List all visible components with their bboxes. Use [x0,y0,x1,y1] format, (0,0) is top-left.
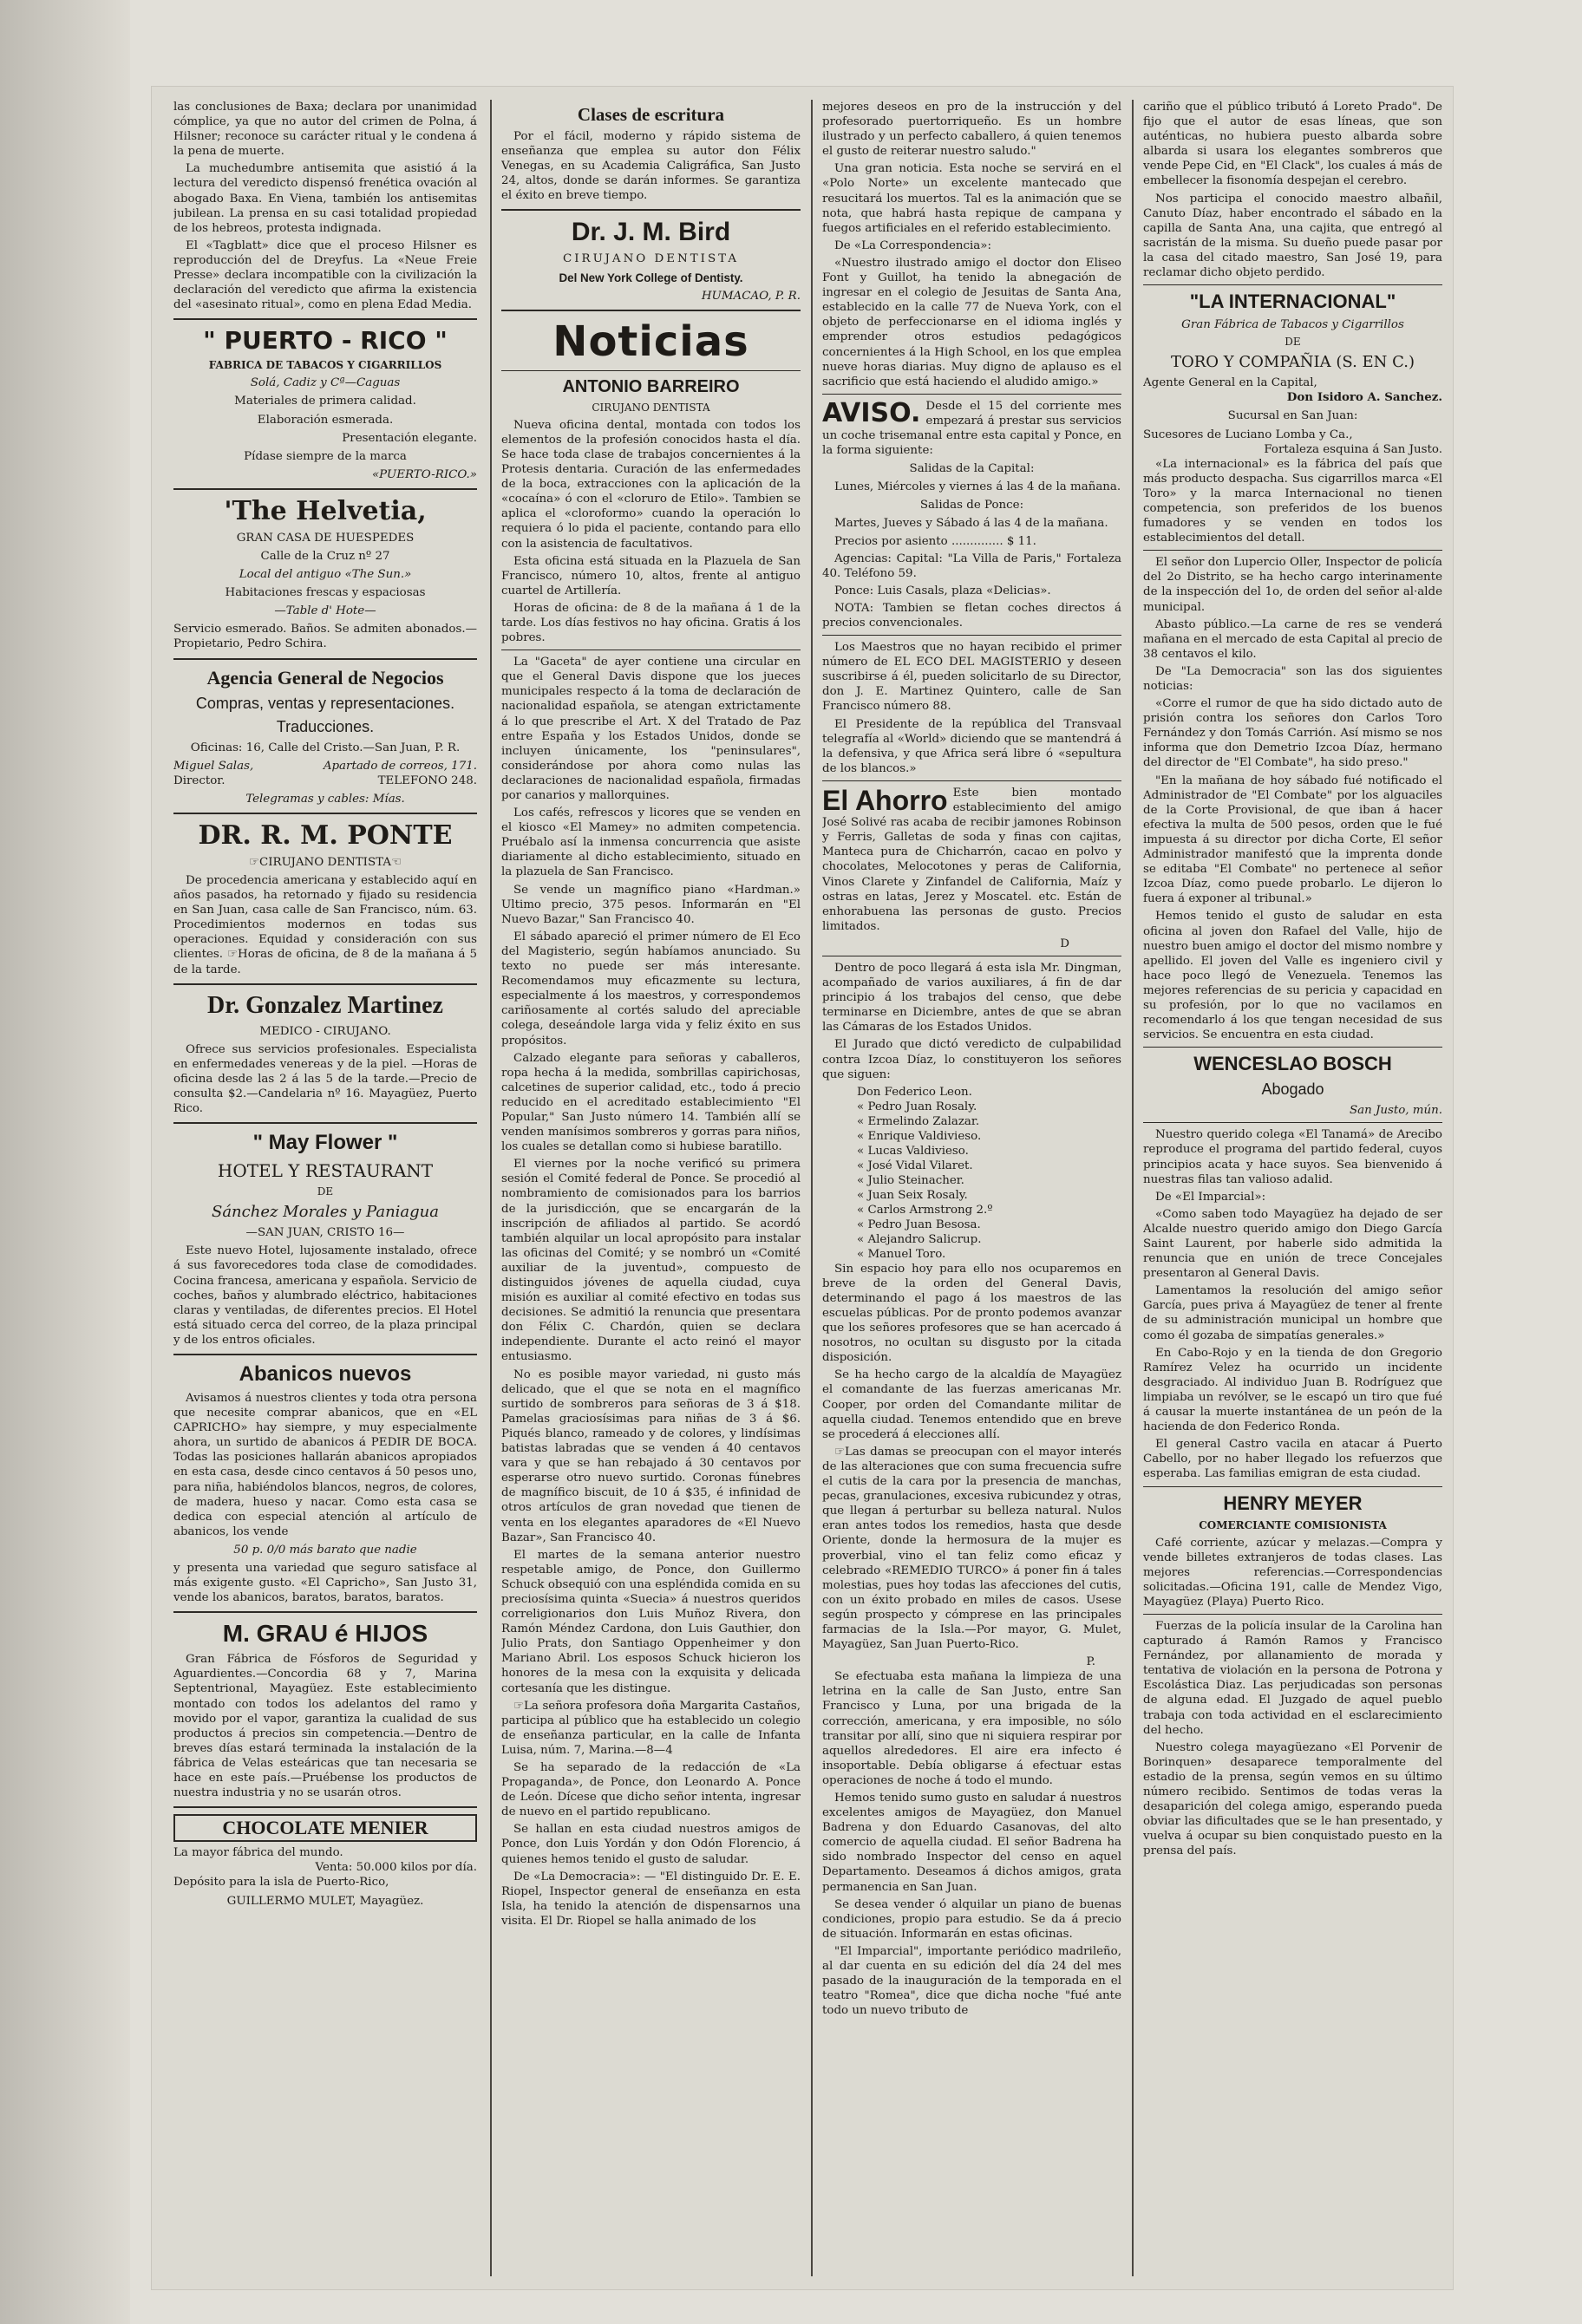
ad-title: AVISO. [822,397,921,428]
ad-text: Sucesores de Luciano Lomba y Ca., [1143,428,1353,441]
divider [173,813,477,814]
ad-text: Pídase siempre de la marca [244,449,407,463]
divider [822,635,1121,636]
ad-text: Precios por asiento .............. $ 11. [834,534,1036,548]
jury-member: « Carlos Armstrong 2.º [857,1203,993,1217]
ad-text: Salidas de la Capital: [909,462,1035,476]
ad-title: WENCESLAO BOSCH [1193,1053,1392,1075]
ad-text: —SAN JUAN, CRISTO 16— [245,1226,405,1240]
ad-text: Sucursal en San Juan: [1227,409,1358,423]
column-rule-2 [811,100,813,2276]
ad-text: Local del antiguo «The Sun.» [239,568,412,582]
ad-text: Esta oficina está situada en la Plazuela de San Francisco, número 10, altos, frente al antiguo cuartel de Artillería. [501,554,801,597]
divider [173,1806,477,1808]
ad-text: Martes, Jueves y Sábado á las 4 de la mañana. [834,517,1108,531]
divider [501,209,801,211]
news-item: Hemos tenido el gusto de saludar en esta oficina al joven don Rafael del Valle, hijo de nuestro buen amigo el doctor del mismo nombre y apellido. El joven del Valle es ingeniero civil y hace poco llegó de Venezuela. Tenemos las mejores referencias de su pericia y capacidad en su profesión, por lo que no vacilamos en recomendarlo á los que tengan necesidad de sus servicios. Se encuentra en esta ciudad. [1143,910,1442,1042]
news-item: Una gran noticia. Esta noche se servirá en el «Polo Norte» un excelente mantecado que resucitará los muertos. Tal es la animación que se nota, que habrá hasta repique de campana y fuegos artificiales en el referido establecimiento. [822,162,1121,235]
divider [1143,1047,1442,1048]
news-item: ☞La señora profesora doña Margarita Castaños, participa al público que ha establecido un colegio de enseñanza particular, en la calle de Infanta Luisa, núm. 7, Marina.—8—4 [501,1699,801,1757]
news-item: El señor don Lupercio Oller, Inspector de policía del 2o Distrito, se ha hecho cargo interinamente de la inspección del 1o, de orden del señor al·alde municipal. [1143,556,1442,614]
divider [173,318,477,320]
news-item: «Como saben todo Mayagüez ha dejado de ser Alcalde nuestro querido amigo don Diego García Saint Laurent, por haberle sido admitida la renuncia que en unión de trece Concejales presentaron al General Davis. [1143,1207,1442,1281]
divider [173,1354,477,1355]
news-item: Se vende un magnífico piano «Hardman.» Ultimo precio, 375 pesos. Informarán en "El Nuevo Bazar," San Francisco 40. [501,883,801,926]
ad-text: De procedencia americana y establecido aquí en años pasados, ha retornado y fijado su residencia en San Juan, casa calle de San Francisco, núm. 63. Procedimientos modernos en todas sus operaciones. Equidad y consideración con sus clientes. ☞Horas de oficina, de 8 de la mañana á 5 de la tarde. [173,874,477,976]
ad-text: Sánchez Morales y Paniagua [211,1203,439,1222]
news-item: El Presidente de la república del Transvaal telegrafía al «World» diciendo que se mantendrá á la defensiva, y que Africa será libre ó «sepultura de los blancos.» [822,717,1121,775]
ad-text: Este nuevo Hotel, lujosamente instalado, ofrece á sus favorecedores toda clase de comodidades. Cocina francesa, americana y española. Servicio de coches, baños y alumbrado eléctrico, habitaciones claras y ventiladas, de diferentes precios. El Hotel está situado cerca del correo, de la plaza principal y de los entros oficiales. [173,1244,477,1347]
news-item: De «La Correspondencia»: [834,238,991,252]
ad-text: Director. [173,774,226,787]
divider [501,370,801,371]
ad-antonio-barreiro [501,375,801,645]
divider [1143,284,1442,285]
ad-text: Oficinas: 16, Calle del Cristo.—San Juan, P. R. [190,741,461,754]
ad-signature: D [1060,937,1069,950]
news-item: El Jurado que dictó veredicto de culpabilidad contra Izcoa Díaz, lo constituyeron los señores que siguen: [822,1038,1121,1081]
ad-text: La mayor fábrica del mundo. [173,1846,343,1860]
news-signature: P. [1086,1655,1095,1669]
ad-text: TELEFONO 248. [377,774,477,787]
ad-text: Lunes, Miércoles y viernes á las 4 de la mañana. [834,480,1121,494]
ad-text: Nueva oficina dental, montada con todos los elementos de la profesión conocidos hasta el día. Se hace toda clase de trabajos concernientes á la Protesis dentaria. Curación de las enfermedades de la boca, extracciones con la aplicación de la «cocaína» ó con el «cloruro de Etilo». Tambien se aplica el «cloroformo» cuando la operación lo requiera ó lo pida el paciente, contando para ello con la asistencia de facultativos. [501,418,801,551]
jury-member: « Ermelindo Zalazar. [857,1114,980,1128]
news-item: El viernes por la noche verificó su primera sesión el Comité federal de Ponce. Se procedió al nombramiento de comisionados para los barrios de la jurisdicción, que se encargarán de la inscripción de afiliados al partido. Se acordó también alquilar un local apropósito para instalar las oficinas del Comité; y se nombró un «Comité auxiliar de la juventud», compuesto de distinguidos jóvenes de aquella ciudad, cuya misión es auxiliar al comité efectivo en todas sus decisiones. Se admitió la renuncia que presentara don Félix C. Chardón, quien se declara independiente. Durante el acto reinó el mayor entusiasmo. [501,1158,801,1364]
divider [1143,1486,1442,1487]
column-2 [501,100,801,2285]
news-item: El sábado apareció el primer número de El Eco del Magisterio, según habíamos anunciado. Su texto no puede ser más interesante. Recomendamos muy eficazmente su lectura, especialmente á los maestros, y correspondemos cariñosamente al cortés saludo del apreciable colega, deseándole larga vida y feliz éxito en sus propósitos. [501,930,801,1048]
ad-dr-bird [501,217,801,303]
ad-title: Abanicos nuevos [239,1361,412,1386]
ad-title: " May Flower " [252,1131,398,1155]
news-item: Abasto público.—La carne de res se venderá mañana en el mercado de esta Capital al precio de 38 centavos el kilo. [1143,617,1442,661]
ad-title: CHOCOLATE MENIER [173,1814,477,1842]
news-item: Calzado elegante para señoras y caballeros, ropa hecha á la medida, sombrillas capirichosas, calcetines de superior calidad, etc., todo á precio reducido en el acreditado establecimiento "El Popular," San Justo número 14. También allí se venden manísimos sombreros y gorras para niños, los cuales se detallan como si hubiese baratillo. [501,1051,801,1154]
news-item: Los Maestros que no hayan recibido el primer número de EL ECO DEL MAGISTERIO y deseen suscribirse á él, pueden solicitarlo de su Director, don J. E. Martinez Quintero, calle de San Francisco número 88. [822,641,1121,714]
news-item: mejores deseos en pro de la instrucción y del profesorado puertorriqueño. Es un hombre ilustrado y un perfecto caballero, á quien tenemos el gusto de reiterar nuestro saludo." [822,101,1121,159]
news-item: No es posible mayor variedad, ni gusto más delicado, que el que se nota en el magnífico surtido de sombreros para señoras de 3 á $18. Pamelas graciosísimas para niñas de 3 á $6. Piqués blanco, rameado y de colores, y lindísimas batistas labradas que se venden á 40 centavos vara y que se han rebajado á 30 centavos por esperarse otro nuevo surtido. Coronas fúnebres de magnífico biscuit, de 10 á $35, é infinidad de otros artículos de gran novedad que tienen de venta en los elegantes aparadores de «El Nuevo Bazar», San Francisco 40. [501,1368,801,1544]
ad-subtitle: FABRICA DE TABACOS Y CIGARRILLOS [208,359,442,372]
news-item: En Cabo-Rojo y en la tienda de don Gregorio Ramírez Velez ha ocurrido un incidente desgraciado. Al individuo Juan B. Rodríguez que limpiaba un revólver, se le escapó un tiro que fué á causar la muerte instantánea de un peón de la hacienda de don Federico Ronda. [1143,1346,1442,1434]
news-item: Nuestro querido colega «El Tanamá» de Arecibo reproduce el programa del partido federal, cuyos principios acata y hace suyos. Sea bienvenido á nuestras filas tan valioso adalid. [1143,1128,1442,1186]
ad-text: DE [317,1185,334,1198]
ad-text: HOTEL Y RESTAURANT [217,1160,434,1182]
ad-text: TORO Y COMPAÑIA (S. EN C.) [1170,353,1415,372]
divider [1143,550,1442,551]
ad-text: Del New York College of Dentisty. [559,271,743,284]
ad-text: Agente General en la Capital, [1143,376,1317,390]
ad-text: Fortaleza esquina á San Justo. [1264,442,1442,456]
divider [501,310,801,311]
jury-member: Don Federico Leon. [857,1085,972,1099]
ad-text: Este bien montado establecimiento del amigo José Solivé ras acaba de recibir jamones Robinson y Ferris, Galletas de soda y finas con cajitas, Manteca pura de Chicharrón, cacao en polvo y chocolates, Melocotones y peras de California, Vinos Clarete y Zinfandel de California, Maíz y ostras en latas, Jerez y Moscatel. etc. Están de enhorabuena las personas de gusto. Precios limitados. [822,786,1121,933]
divider [173,1122,477,1124]
ad-text: Ponce: Luis Casals, plaza «Delicias». [834,584,1051,597]
ad-text: HUMACAO, P. R. [701,289,801,303]
ad-text: Gran Fábrica de Fósforos de Seguridad y Aguardientes.—Concordia 68 y 7, Marina Septentrional, Mayagüez. Este establecimiento montado con todos los adelantos del ramo y movido por el vapor, garantiza la cualidad de sus productos á precios sin competencia.—Dentro de breves días estará terminada la instalación de la fábrica de Velas esteáricas que tan necesaria se hace en este país.—Pruébense los productos de nuestra industria y no se usarán otros. [173,1653,477,1800]
ad-text: Habitaciones frescas y espaciosas [225,586,426,600]
ad-henry-meyer [1143,1492,1442,1609]
ad-text: Miguel Salas, [173,759,254,773]
ad-chocolate-menier [173,1814,477,1908]
ad-title: El Ahorro [822,784,948,816]
ad-text: Calle de la Cruz nº 27 [260,549,390,563]
ad-text: Por el fácil, moderno y rápido sistema de enseñanza que emplea su autor don Félix Venegas, en su Academia Caligráfica, San Justo 24, altos, donde se darán informes. Se garantiza el éxito en breve tiempo. [501,130,801,203]
ad-text: Presentación elegante. [342,431,477,445]
ad-text: GRAN CASA DE HUESPEDES [236,531,415,545]
column-3 [822,100,1121,2285]
ad-title: " PUERTO - RICO " [203,326,448,356]
ad-subtitle: CIRUJANO DENTISTA [592,401,710,414]
news-item: Hemos tenido sumo gusto en saludar á nuestros excelentes amigos de Mayagüez, don Manuel Badrena y don Eduardo Casanovas, del alto comercio de aquella ciudad. El señor Badrena ha sido nombrado Inspector del censo en aquel Departamento. Deseamos á dichos amigos, grata permanencia en San Juan. [822,1792,1121,1894]
ad-text: Horas de oficina: de 8 de la mañana á 1 de la tarde. Los días festivos no hay oficina. Gratis á los pobres. [501,601,801,645]
ad-text: Materiales de primera calidad. [234,395,416,408]
ad-text: Elaboración esmerada. [257,413,394,427]
ad-title: HENRY MEYER [1223,1492,1363,1514]
ad-may-flower [173,1130,477,1348]
ad-text: y presenta una variedad que seguro satisface al más exigente gusto. «El Capricho», San Justo 31, vende los abanicos, baratos, baratos, baratos. [173,1562,477,1605]
ad-text: 50 p. 0/0 más barato que nadie [233,1543,417,1557]
divider [1143,1614,1442,1615]
jury-member: « Alejandro Salicrup. [857,1232,982,1246]
ad-title-clases-de-escritura: Clases de escritura [577,104,725,125]
jury-member: « Julio Steinacher. [857,1173,964,1187]
ad-text: Servicio esmerado. Baños. Se admiten abonados.—Propietario, Pedro Schira. [173,623,477,651]
ad-title: Dr. J. M. Bird [571,218,731,247]
ad-text: Venta: 50.000 kilos por día. [315,1861,477,1875]
ad-text: Depósito para la isla de Puerto-Rico, [173,1876,389,1890]
ad-abanicos-nuevos [173,1361,477,1605]
column-4 [1143,100,1442,2285]
news-item: El martes de la semana anterior nuestro respetable amigo, de Ponce, don Guillermo Schuck obsequió con una espléndida comida en su preciosísima quinta «Suecia» á nuestros queridos correligionarios don Luis Muñoz Rivera, don Ramón Méndez Cardona, don Luis Gauthier, don Julio Prats, don Santiago Oppenheimer y don Mariano Abril. Los esposos Schuck hicieron los honores de la mesa con la exquisita y delicada cortesanía que les distingue. [501,1548,801,1695]
news-item: «Corre el rumor de que ha sido dictado auto de prisión contra los señores don Carlos Toro Fernández y don Tomás Carrión. Así mismo se nos informa que don Demetrio Izcoa Díaz, hermano del director de "El Combate", ha sido preso." [1143,697,1442,770]
ad-text: Compras, ventas y representaciones. [195,694,455,712]
news-item: La "Gaceta" de ayer contiene una circular en que el General Davis dispone que los jueces municipales respecto á la toma de declaración de nacionalidad española, se atengan extrictamente á lo que prescribe el Art. X del Tratado de Paz entre España y los Estados Unidos, donde se incluyen únicamente, los "peninsulares", considerándose por ahora como nulas las declaraciones de nacionalidad española, firmadas por canarios y mallorquines. [501,656,801,802]
ad-title: ANTONIO BARREIRO [562,376,740,396]
ad-text: Salidas de Ponce: [919,499,1024,512]
ad-text: Ofrece sus servicios profesionales. Especialista en enfermedades venereas y de la piel. —Horas de oficina desde las 2 á las 5 de la tarde.—Precio de consulta $2.—Candelaria nº 16. Mayagüez, Puerto Rico. [173,1042,477,1116]
column-rule-3 [1132,100,1134,2276]
ad-text: NOTA: Tambien se fletan coches directos á precios convencionales. [822,601,1121,630]
article-text: La muchedumbre antisemita que asistió á la lectura del veredicto dispensó frenética ovación al abogado Baxa. En Viena, también los antisemitas jubilean. La prensa en su casi totalidad propiedad de los hebreos, protesta indignada. [173,162,477,235]
section-heading-noticias: Noticias [552,317,749,366]
ad-title: 'The Helvetia, [224,495,427,526]
article-text: las conclusiones de Baxa; declara por unanimidad cómplice, ya que no autor del crimen de Polna, á Hilsner; reconoce su carácter ritual y le condena á la pena de muerte. [173,101,477,159]
news-item: Fuerzas de la policía insular de la Carolina han capturado á Ramón Ramos y Francisco Fernández, por allanamiento de morada y tentativa de violación en la persona de Potrona y Escolástica Diaz. Las perjudicadas son personas de alguna edad. El Juzgado de aquel pueblo trabaja con toda actividad en el esclarecimiento del hecho. [1143,1619,1442,1737]
divider [173,1611,477,1613]
ad-wenceslao-bosch [1143,1052,1442,1118]
news-item: «Nuestro ilustrado amigo el doctor don Eliseo Font y Guillot, ha tenido la abnegación de ingresar en el colegio de Jesuitas de Santa Ana, establecido en la calle 77 de Nueva York, con el objeto de perfeccionarse en el idioma inglés y emprender otros estudios pedagógicos concernientes á la High School, en los que emplea nueve horas diarias. Muy digno de aplauso es el sacrificio que está haciendo el aludido amigo.» [822,256,1121,388]
news-item: Se efectuaba esta mañana la limpieza de una letrina en la calle de San Justo, entre San Francisco y Luna, por una brigada de la corrección, americana, y era imposible, no sólo transitar por allí, sino que ni siquiera respirar por aquellos alrededores. El aire era infecto é insoportable. Debía obligarse á efectuar estas operaciones de noche á todo el mundo. [822,1670,1121,1787]
ad-text: —Table d' Hote— [274,604,376,618]
ad-text: «PUERTO-RICO.» [371,467,477,481]
ad-text: DE [1285,336,1301,349]
news-item: Lamentamos la resolución del amigo señor García, pues priva á Mayagüez de tener al frente de su administración municipal un hombre que como él gozaba de simpatías generales.» [1143,1284,1442,1342]
jury-member: « Juan Seix Rosaly. [857,1188,968,1202]
news-item: Se desea vender ó alquilar un piano de buenas condiciones, propio para estudio. Se da á precio de situación. Informarán en estas oficinas. [822,1897,1121,1941]
divider [822,394,1121,395]
article-text: El «Tagblatt» dice que el proceso Hilsner es reproducción del de Dreyfus. La «Neue Freie Presse» declara incompatible con la civilización la declaración del veredicto que afirma la existencia del «asesinato ritual», como en plena Edad Media. [173,238,477,312]
left-page-shadow [0,0,130,2324]
ad-text: Gran Fábrica de Tabacos y Cigarrillos [1181,318,1404,332]
news-item: cariño que el público tributó á Loreto Prado". De fijo que el autor de esas líneas, que son auténticas, no hubiera puesto albarda sobre albarda si usara los elegantes sombreros que vende Pepe Cid, en "El Clack", los cuales á más de embellecer la fisonomía despejan el cerebro. [1143,101,1442,188]
jury-member: « José Vidal Vilaret. [857,1159,973,1172]
ad-title: Dr. Gonzalez Martinez [207,991,443,1019]
ad-text: Café corriente, azúcar y melazas.—Compra y vende billetes extranjeros de todas clases. Las mejores referencias.—Correspondencias solicitadas.—Oficina 191, calle de Mendez Vigo, Mayagüez (Playa) Puerto Rico. [1143,1536,1442,1609]
ad-title: Agencia General de Negocios [206,666,444,689]
ad-text: Desde el 15 del corriente mes empezará á prestar sus servicios un coche trisemanal entre esta capital y Ponce, en la forma siguiente: [822,399,1121,458]
news-item: Sin espacio hoy para ello nos ocuparemos en breve de la orden del General Davis, determinando el pago á los maestros de las escuelas públicas. Por de pronto podemos avanzar que los señores profesores que se han acercado á nosotros, no ocultan su disgusto por la citada disposición. [822,1262,1121,1365]
jury-list [857,1085,1121,1262]
ad-title: "LA INTERNACIONAL" [1189,290,1396,313]
column-1 [173,100,477,2285]
divider [173,983,477,985]
ad-aviso-coche [822,399,1121,630]
jury-member: « Lucas Valdivieso. [857,1144,969,1158]
column-rule-1 [490,100,492,2276]
ad-el-ahorro [822,786,1121,951]
ad-text: Traducciones. [276,717,375,735]
news-item: De «El Imparcial»: [1155,1190,1266,1204]
news-item: "En la mañana de hoy sábado fué notificado el Administrador de "El Combate" por los alguaciles de la Corte Provisional, de que iban á hacer efectiva la multa de 500 pesos, orden que le fué impuesta á su director por dicha Corte, El señor Administrador manifestó que la imprenta donde se editaba "El Combate" no pertenece al señor Izcoa Díaz, como puede probarlo. Le dijeron lo fuera á exponer al tribunal.» [1143,774,1442,906]
news-item: Los cafés, refrescos y licores que se venden en el kiosco «El Mamey» no admiten competencia. Pruébalo así la inmensa concurrencia que asiste diariamente al dicho establecimiento, situado en la plazuela de San Francisco. [501,806,801,879]
news-item: Se hallan en esta ciudad nuestros amigos de Ponce, don Luis Yordán y don Odón Florencio, á quienes hemos tenido el gusto de saludar. [501,1823,801,1866]
ad-text: Don Isidoro A. Sanchez. [1286,390,1442,405]
divider [1143,1122,1442,1123]
ad-subtitle: COMERCIANTE COMISIONISTA [1199,1518,1387,1531]
ad-text: Agencias: Capital: "La Villa de Paris," Fortaleza 40. Teléfono 59. [822,552,1121,580]
ad-the-helvetia [173,496,477,652]
jury-member: « Manuel Toro. [857,1247,946,1261]
ad-text: CIRUJANO DENTISTA [562,252,740,266]
news-item: Nos participa el conocido maestro albañil, Canuto Díaz, haber encontrado el sábado en la capilla de Santa Ana, una cajita, que entregó al sacristán de la misma. Su dueño puede pasar por la casa del citado maestro, San José 19, para reclamar dicho objeto perdido. [1143,192,1442,280]
ad-subtitle: MEDICO - CIRUJANO. [259,1024,391,1038]
ad-dr-ponte [173,820,477,977]
divider [173,658,477,660]
ad-text: Solá, Cadiz y Cª—Caguas [250,376,401,390]
ad-text: GUILLERMO MULET, Mayagüez. [226,1894,424,1908]
jury-member: « Pedro Juan Rosaly. [857,1100,977,1113]
ad-text: Avisamos á nuestros clientes y toda otra persona que necesite comprar abanicos, que en «EL CAPRICHO» hay siempre, y muy especialmente ahora, un surtido de abanicos á PEDIR DE BOCA. Todas las posiciones hallarán abanicos apropiados en esta casa, desde cinco centavos á 50 pesos uno, para niña, habiéndolos blancos, negros, de colores, de madera, hueso y nacar. Como esta casa se dedica con especial atención al artículo de abanicos, los vende [173,1391,477,1538]
news-item: De "La Democracia" son las dos siguientes noticias: [1143,664,1442,693]
divider [822,780,1121,781]
jury-member: « Enrique Valdivieso. [857,1129,982,1143]
ad-title: DR. R. M. PONTE [198,819,453,851]
ad-text: «La internacional» es la fábrica del país que más producto despacha. Sus cigarrillos marca «El Toro» y la marca Internacional no tienen competencia, son preferidos de los buenos fumadores y se venden en todos los establecimientos del detall. [1143,457,1442,545]
news-item: Dentro de poco llegará á esta isla Mr. Dingman, acompañado de varios auxiliares, á fin de dar principio á los trabajos del censo, que debe terminarse en Diciembre, antes de que se abran las Cámaras de los Estados Unidos. [822,961,1121,1035]
ad-title: M. GRAU é HIJOS [222,1620,428,1648]
ad-text: Apartado de correos, 171. [323,759,477,773]
ad-agencia-general [173,666,477,806]
news-item: ☞Las damas se preocupan con el mayor interés de las alteraciones que con suma frecuencia sufre el cutis de la cara por la presencia de manchas, pecas, granulaciones, excesiva rubicundez y otras, que llegan á perturbar su belleza natural. Nulos eran antes todos los remedios, hasta que desde Oriente, donde la hermosura de la mujer es proverbial, vino el tan feliz como eficaz y celebrado «REMEDIO TURCO» á poner fin á tales molestias, pues hoy todas las afecciones del cutis, con un éxito probado en miles de casos. Usese según prospecto y cómprese en las principales farmacias de la Isla.—Por mayor, G. Mulet, Mayagüez, San Juan Puerto-Rico. [822,1445,1121,1652]
ad-subtitle: ☞CIRUJANO DENTISTA☜ [248,855,402,869]
ad-text: San Justo, mún. [1349,1104,1442,1118]
divider [173,488,477,490]
news-item: El general Castro vacila en atacar á Puerto Cabello, por no haber llegado los refuerzos que esperaba. Las familias emigran de esta ciudad. [1143,1438,1442,1481]
news-item: Nuestro colega mayagüezano «El Porvenir de Borinquen» desaparece temporalmente del estadio de la prensa, según vemos en su último número recibido. Sentimos de todas veras la desaparición del colega amigo, esperando pueda obviar las dificultades que se le han presentado, y vuelva á ocupar su bien conquistado puesto en la prensa del país. [1143,1740,1442,1858]
news-item: De «La Democracia»: — "El distinguido Dr. E. E. Riopel, Inspector general de enseñanza en esta Isla, ha tenido la atención de dispensarnos una visita. El Dr. Riopel se halla animado de los [501,1870,801,1928]
jury-member: « Pedro Juan Besosa. [857,1217,981,1231]
news-item: Se ha hecho cargo de la alcaldía de Mayagüez el comandante de las fuerzas americanas Mr. Cooper, por orden del Comandante militar de aquella ciudad. Tenemos entendido que en breve se procederá á elecciones allí. [822,1368,1121,1441]
ad-text: Abogado [1261,1080,1324,1099]
ad-text: Telegramas y cables: Mías. [245,792,405,806]
ad-m-grau [173,1619,477,1800]
ad-la-internacional [1143,290,1442,545]
ad-dr-gonzalez-martinez [173,991,477,1117]
news-item: "El Imparcial", importante periódico madrileño, al dar cuenta en su edición del día 24 del mes pasado de la inauguración de la temporada en el teatro "Romea", dice que dicha noche "fué ante todo un nuevo tributo de [822,1944,1121,2018]
news-item: Se ha separado de la redacción de «La Propaganda», de Ponce, don Leonardo A. Ponce de León. Dícese que dicho señor intenta, ingresar de nuevo en el partido republicano. [501,1761,801,1819]
ad-puerto-rico [173,326,477,482]
